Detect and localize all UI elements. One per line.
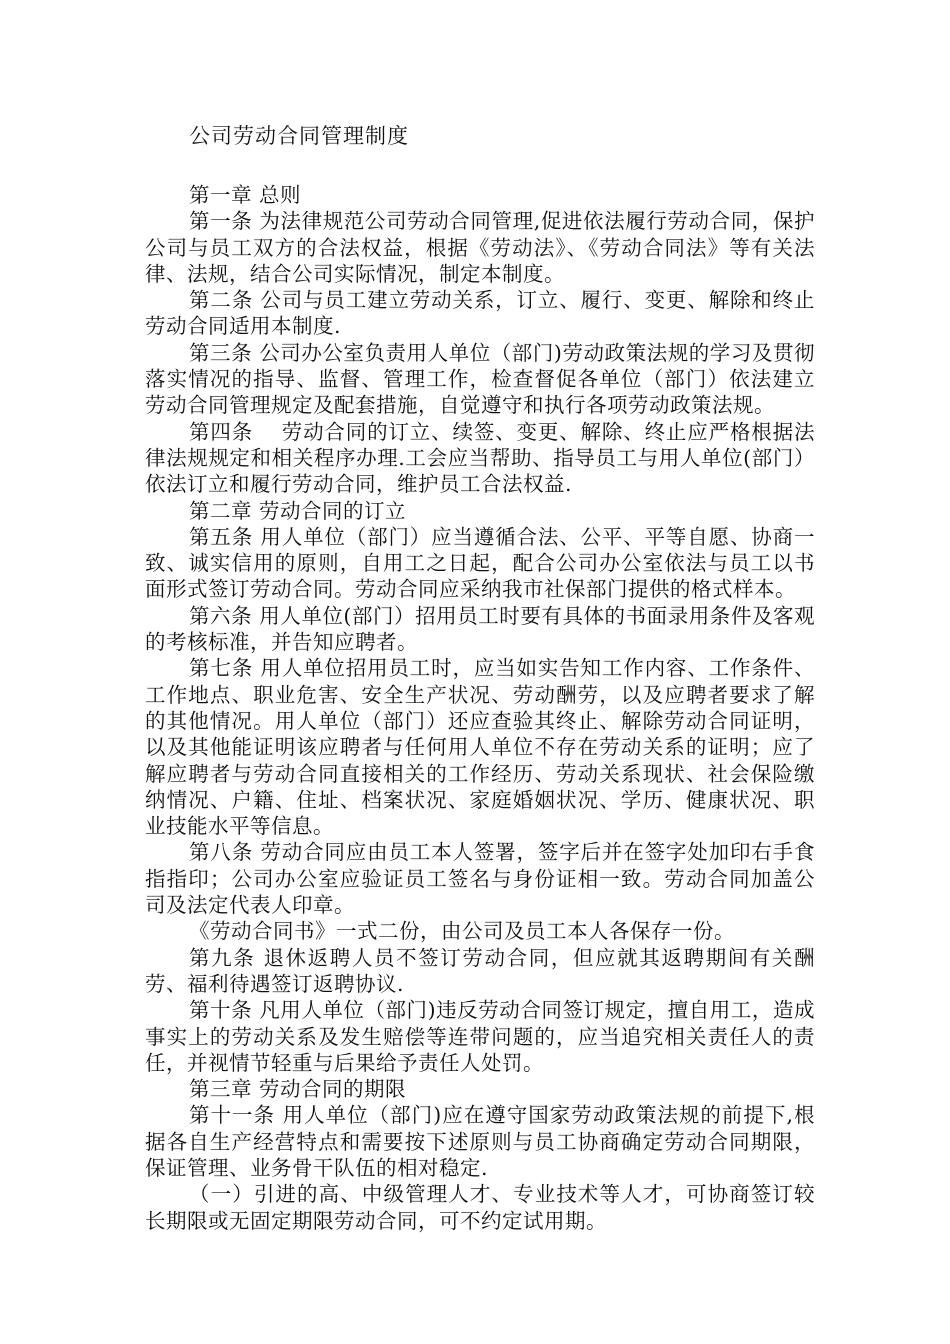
article-paragraph: 第五条 用人单位（部门）应当遵循合法、公平、平等自愿、协商一致、诚实信用的原则，自用工之日起，配合公司办公室依法与员工以书面形式签订劳动合同。劳动合同应采纳我市社保部门提供的格式样本。 (145, 524, 815, 602)
chapter-heading: 第一章 总则 (189, 183, 302, 207)
article-paragraph: 第七条 用人单位招用员工时，应当如实告知工作内容、工作条件、工作地点、职业危害、安全生产状况、劳动酬劳，以及应聘者要求了解的其他情况。用人单位（部门）还应查验其终止、解除劳动合同证明，以及其他能证明该应聘者与任何用人单位不存在劳动关系的证明；应了解应聘者与劳动合同直接相关的工作经历、劳动关系现状、社会保险缴纳情况、户籍、住址、档案状况、家庭婚姻状况、学历、健康状况、职业技能水平等信息。 (145, 656, 815, 839)
document-body (145, 120, 815, 1234)
article-paragraph: （一）引进的高、中级管理人才、专业技术等人才，可协商签订较长期限或无固定期限劳动合同，可不约定试用期。 (145, 1182, 815, 1233)
article-paragraph: 第一条 为法律规范公司劳动合同管理,促进依法履行劳动合同，保护公司与员工双方的合法权益，根据《劳动法》、《劳动合同法》等有关法律、法规，结合公司实际情况，制定本制度。 (145, 209, 815, 286)
article-paragraph: 第十条 凡用人单位（部门)违反劳动合同签订规定，擅自用工，造成事实上的劳动关系及发生赔偿等连带问题的，应当追究相关责任人的责任，并视情节轻重与后果给予责任人处罚。 (145, 998, 815, 1075)
article-paragraph: 第九条 退休返聘人员不签订劳动合同，但应就其返聘期间有关酬劳、福利待遇签订返聘协议. (145, 945, 815, 996)
chapter-heading: 第三章 劳动合同的期限 (189, 1077, 407, 1102)
article-paragraph: 第六条 用人单位(部门）招用员工时要有具体的书面录用条件及客观的考核标准，并告知应聘者。 (145, 603, 815, 655)
chapter-heading: 第二章 劳动合同的订立 (189, 498, 407, 523)
article-paragraph: 第十一条 用人单位（部门)应在遵守国家劳动政策法规的前提下,根据各自生产经营特点和需要按下述原则与员工协商确定劳动合同期限，保证管理、业务骨干队伍的相对稳定. (145, 1103, 815, 1180)
article-paragraph: 第八条 劳动合同应由员工本人签署，签字后并在签字处加印右手食指指印；公司办公室应验证员工签名与身份证相一致。劳动合同加盖公司及法定代表人印章。 (145, 840, 815, 918)
article-paragraph: 第三条 公司办公室负责用人单位（部门)劳动政策法规的学习及贯彻落实情况的指导、监督、管理工作，检查督促各单位（部门）依法建立劳动合同管理规定及配套措施，自觉遵守和执行各项劳动政策法规。 (145, 340, 815, 418)
article-paragraph: 第四条 劳动合同的订立、续签、变更、解除、终止应严格根据法律法规规定和相关程序办理.工会应当帮助、指导员工与用人单位(部门）依法订立和履行劳动合同，维护员工合法权益. (145, 419, 815, 497)
article-paragraph: 《劳动合同书》一式二份，由公司及员工本人各保存一份。 (189, 919, 735, 944)
document-title: 公司劳动合同管理制度 (189, 124, 409, 148)
article-paragraph: 第二条 公司与员工建立劳动关系，订立、履行、变更、解除和终止劳动合同适用本制度. (145, 288, 815, 339)
